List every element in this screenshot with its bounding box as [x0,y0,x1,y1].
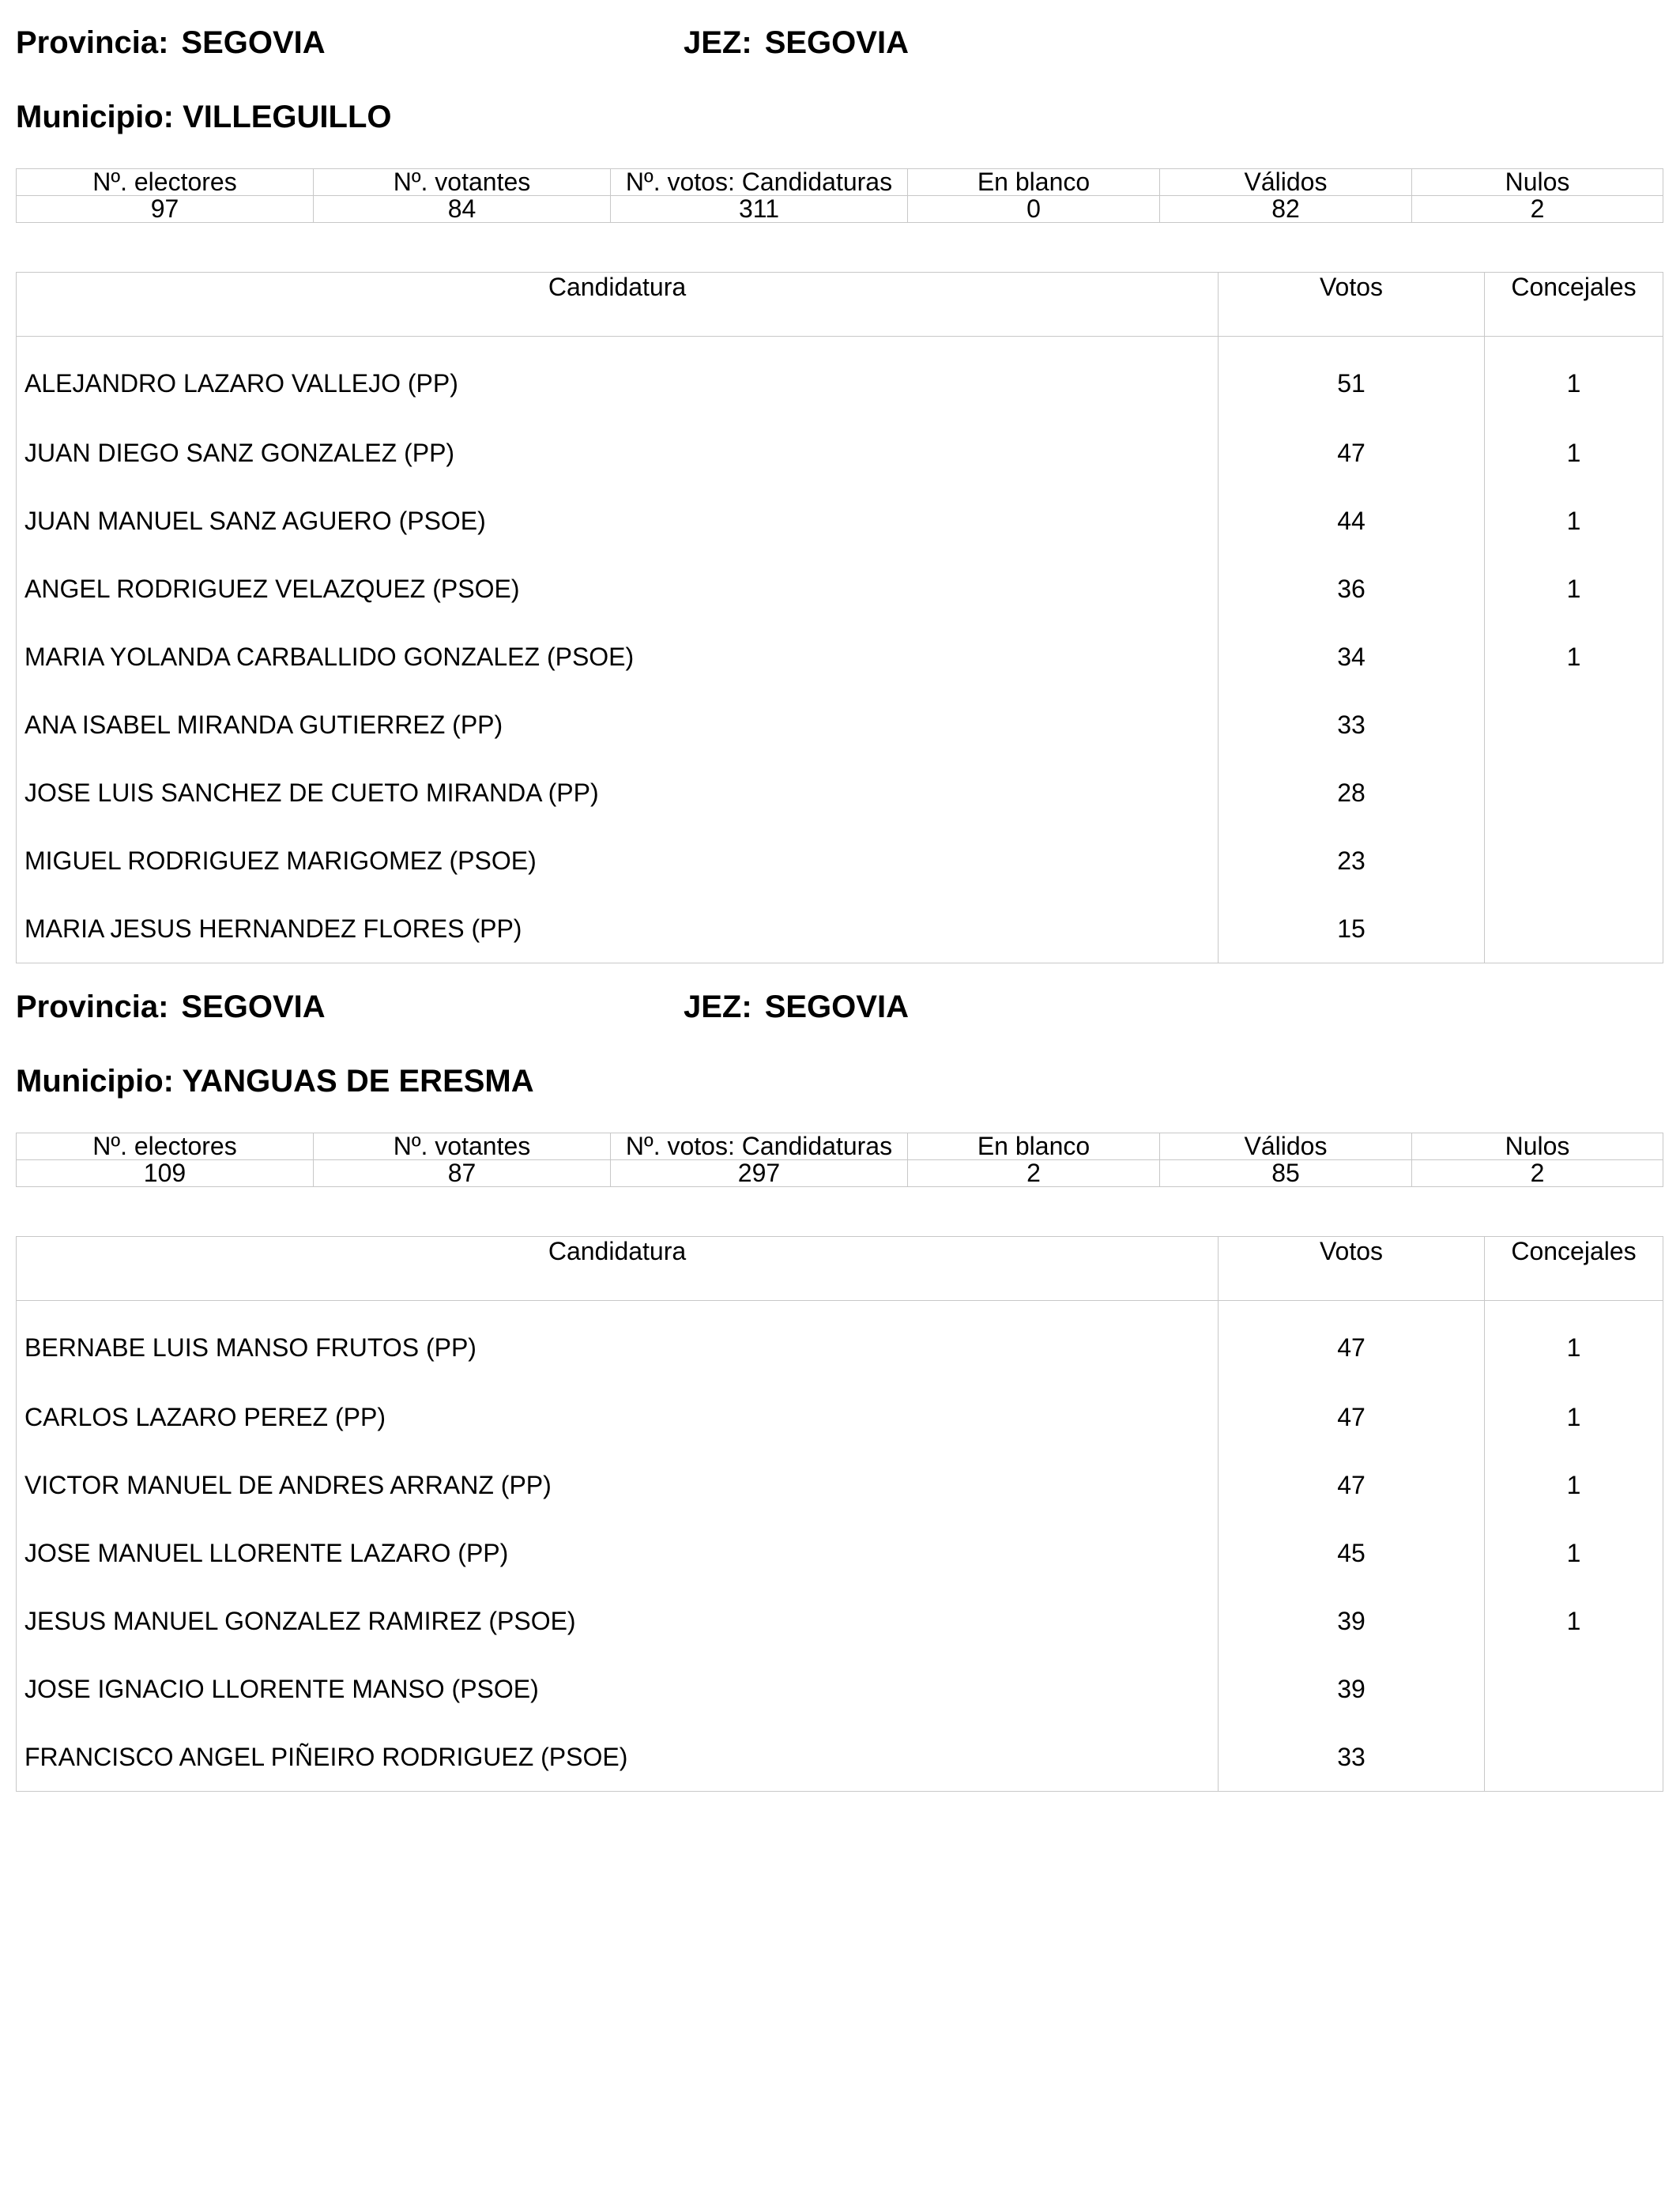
candidate-votes: 36 [1219,555,1485,623]
summary-value-cell: 2 [1412,1160,1663,1187]
summary-value-cell: 84 [314,196,611,223]
candidate-councillors [1485,1655,1663,1723]
summary-header-cell: Nº. votos: Candidaturas [611,169,908,196]
candidate-name: CARLOS LAZARO PEREZ (PP) [17,1383,1219,1451]
candidate-name: ANA ISABEL MIRANDA GUTIERREZ (PP) [17,691,1219,759]
candidate-votes: 47 [1219,1301,1485,1383]
candidate-row [17,1519,1663,1587]
provincia-label: Provincia: [16,990,169,1024]
jez-heading [684,988,909,1026]
municipio-label: Municipio: [16,1064,174,1099]
municipio-value: YANGUAS DE ERESMA [182,1064,534,1099]
provincia-value: SEGOVIA [181,25,326,60]
candidates-header-cell: Candidatura [17,1237,1219,1301]
candidate-name: JUAN MANUEL SANZ AGUERO (PSOE) [17,487,1219,555]
summary-value-cell: 0 [908,196,1160,223]
candidate-votes: 39 [1219,1587,1485,1655]
candidate-councillors: 1 [1485,1587,1663,1655]
summary-value-cell: 85 [1160,1160,1412,1187]
candidate-votes: 47 [1219,419,1485,487]
candidate-name: FRANCISCO ANGEL PIÑEIRO RODRIGUEZ (PSOE) [17,1723,1219,1792]
candidate-row [17,895,1663,963]
candidate-name: MARIA JESUS HERNANDEZ FLORES (PP) [17,895,1219,963]
candidate-councillors [1485,895,1663,963]
candidates-table [16,1236,1663,1792]
candidate-name: JOSE MANUEL LLORENTE LAZARO (PP) [17,1519,1219,1587]
candidate-votes: 47 [1219,1451,1485,1519]
municipality-section [16,24,1663,972]
candidate-votes: 15 [1219,895,1485,963]
municipio-heading [16,1062,534,1100]
candidate-name: JUAN DIEGO SANZ GONZALEZ (PP) [17,419,1219,487]
candidate-votes: 23 [1219,827,1485,895]
summary-table [16,1133,1663,1187]
candidate-name: JESUS MANUEL GONZALEZ RAMIREZ (PSOE) [17,1587,1219,1655]
candidate-row [17,1723,1663,1792]
candidate-councillors: 1 [1485,1301,1663,1383]
candidates-header-row [17,1237,1663,1301]
candidate-row [17,1655,1663,1723]
candidates-header-cell: Concejales [1485,1237,1663,1301]
candidate-councillors [1485,759,1663,827]
candidate-name: VICTOR MANUEL DE ANDRES ARRANZ (PP) [17,1451,1219,1519]
summary-value-row [17,196,1663,223]
municipality-section [16,988,1663,1936]
candidate-row [17,1587,1663,1655]
summary-header-cell: Válidos [1160,169,1412,196]
summary-header-cell: Nº. votantes [314,1133,611,1160]
candidate-votes: 39 [1219,1655,1485,1723]
jez-label: JEZ: [684,25,752,60]
candidates-header-cell: Votos [1219,273,1485,337]
candidate-name: MIGUEL RODRIGUEZ MARIGOMEZ (PSOE) [17,827,1219,895]
candidate-councillors: 1 [1485,1383,1663,1451]
candidate-councillors [1485,827,1663,895]
jez-value: SEGOVIA [764,25,909,60]
candidate-row [17,623,1663,691]
candidate-name: JOSE LUIS SANCHEZ DE CUETO MIRANDA (PP) [17,759,1219,827]
summary-header-cell: Nº. votantes [314,169,611,196]
candidate-councillors: 1 [1485,555,1663,623]
summary-header-cell: Nulos [1412,169,1663,196]
summary-header-row [17,169,1663,196]
summary-value-cell: 311 [611,196,908,223]
candidate-row [17,691,1663,759]
candidate-votes: 28 [1219,759,1485,827]
candidate-votes: 47 [1219,1383,1485,1451]
summary-table [16,168,1663,223]
summary-value-cell: 297 [611,1160,908,1187]
jez-value: SEGOVIA [764,990,909,1024]
candidate-councillors: 1 [1485,623,1663,691]
provincia-value: SEGOVIA [181,990,326,1024]
summary-header-cell: Nº. votos: Candidaturas [611,1133,908,1160]
summary-value-cell: 97 [17,196,314,223]
candidate-councillors [1485,1723,1663,1792]
candidates-header-row [17,273,1663,337]
candidate-councillors: 1 [1485,487,1663,555]
summary-header-cell: Nº. electores [17,1133,314,1160]
candidate-name: ANGEL RODRIGUEZ VELAZQUEZ (PSOE) [17,555,1219,623]
candidate-row [17,759,1663,827]
summary-header-cell: Válidos [1160,1133,1412,1160]
summary-header-cell: Nulos [1412,1133,1663,1160]
candidate-row [17,419,1663,487]
summary-header-cell: Nº. electores [17,169,314,196]
summary-value-cell: 82 [1160,196,1412,223]
candidate-councillors: 1 [1485,1451,1663,1519]
candidate-votes: 33 [1219,1723,1485,1792]
summary-header-cell: En blanco [908,1133,1160,1160]
candidate-councillors: 1 [1485,337,1663,419]
candidates-header-cell: Concejales [1485,273,1663,337]
provincia-heading [16,24,326,62]
candidate-row [17,1383,1663,1451]
candidate-row [17,337,1663,419]
summary-value-row [17,1160,1663,1187]
candidates-header-cell: Candidatura [17,273,1219,337]
summary-header-row [17,1133,1663,1160]
candidate-row [17,487,1663,555]
candidate-name: MARIA YOLANDA CARBALLIDO GONZALEZ (PSOE) [17,623,1219,691]
municipio-label: Municipio: [16,100,174,134]
candidates-table [16,272,1663,963]
candidate-councillors: 1 [1485,419,1663,487]
provincia-label: Provincia: [16,25,169,60]
candidate-votes: 34 [1219,623,1485,691]
summary-value-cell: 109 [17,1160,314,1187]
candidate-row [17,555,1663,623]
summary-value-cell: 87 [314,1160,611,1187]
candidate-name: ALEJANDRO LAZARO VALLEJO (PP) [17,337,1219,419]
jez-label: JEZ: [684,990,752,1024]
candidate-votes: 33 [1219,691,1485,759]
jez-heading [684,24,909,62]
summary-value-cell: 2 [1412,196,1663,223]
candidate-votes: 44 [1219,487,1485,555]
summary-header-cell: En blanco [908,169,1160,196]
candidate-councillors: 1 [1485,1519,1663,1587]
candidate-votes: 51 [1219,337,1485,419]
summary-value-cell: 2 [908,1160,1160,1187]
candidate-row [17,827,1663,895]
candidate-votes: 45 [1219,1519,1485,1587]
candidate-councillors [1485,691,1663,759]
candidate-row [17,1451,1663,1519]
provincia-heading [16,988,326,1026]
municipio-heading [16,98,392,136]
candidate-row [17,1301,1663,1383]
candidates-header-cell: Votos [1219,1237,1485,1301]
municipio-value: VILLEGUILLO [183,100,392,134]
candidate-name: BERNABE LUIS MANSO FRUTOS (PP) [17,1301,1219,1383]
candidate-name: JOSE IGNACIO LLORENTE MANSO (PSOE) [17,1655,1219,1723]
